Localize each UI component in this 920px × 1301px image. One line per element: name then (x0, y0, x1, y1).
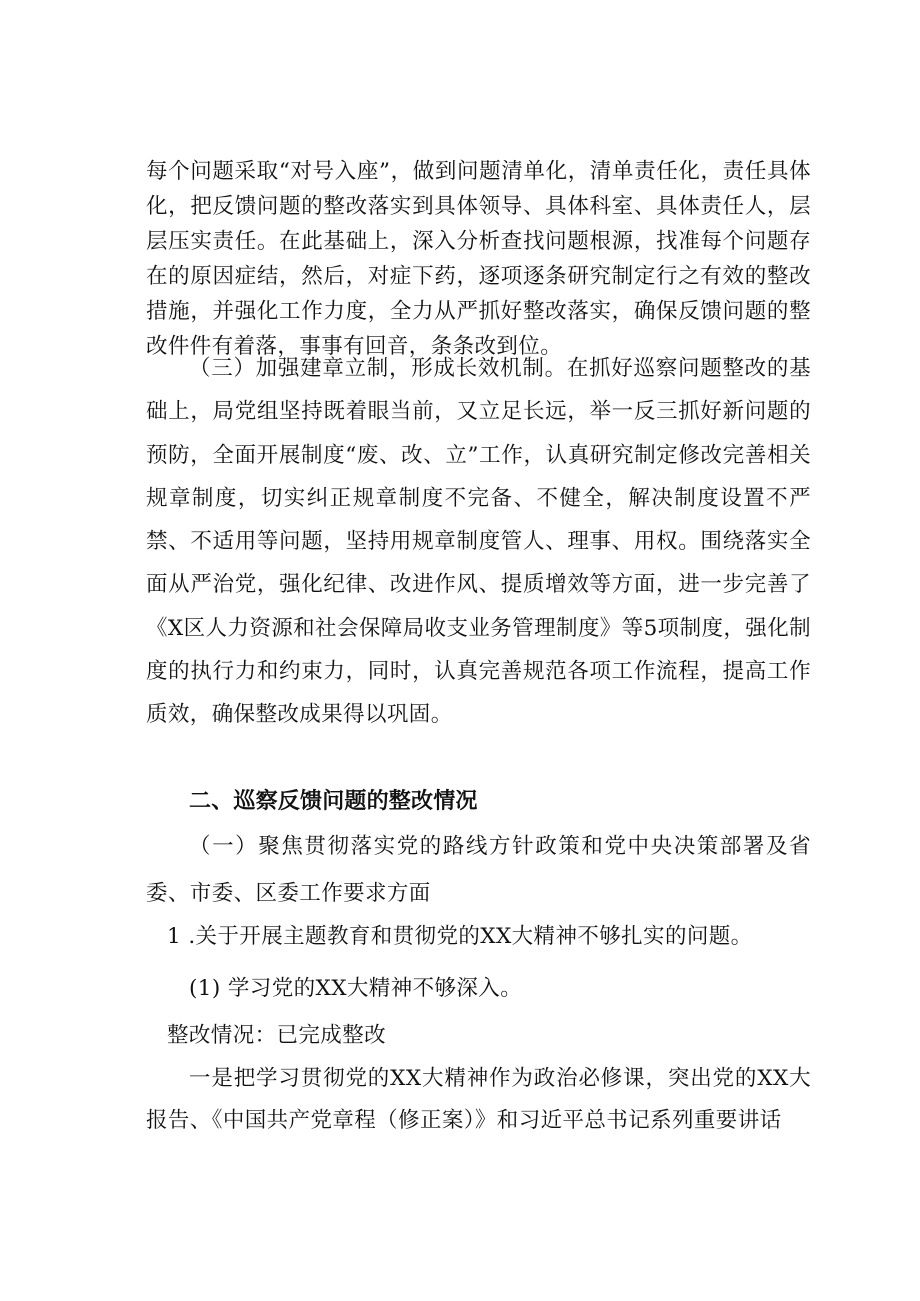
list-item-1: 1 .关于开展主题教育和贯彻党的XX大精神不够扎实的问题。 (167, 924, 753, 949)
section-heading-2: 二、巡察反馈问题的整改情况 (189, 789, 478, 814)
status-label: 整改情况：已完成整改 (167, 1023, 387, 1048)
paragraph-subsection-1: （一）聚焦贯彻落实党的路线方针政策和党中央决策部署及省委、市委、区委工作要求方面 (146, 834, 811, 906)
paragraph-measure-one: 一是把学习贯彻党的XX大精神作为政治必修课，突出党的XX大报告、《中国共产党章程（修正案）》和习近平总书记系列重要讲话 (146, 1066, 811, 1133)
paragraph-long-term-mechanism: （三）加强建章立制，形成长效机制。在抓好巡察问题整改的基础上，局党组坚持既着眼当前，又立足长远，举一反三抓好新问题的预防，全面开展制度“废、改、立”工作，认真研究制定修改完善相关规章制度，切实纠正规章制度不完备、不健全，解决制度设置不严禁、不适用等问题，坚持用规章制度管人、理事、用权。围绕落实全面从严治党，强化纪律、改进作风、提质增效等方面，进一步完善了《X区人力资源和社会保障局收支业务管理制度》等5项制度，强化制度的执行力和约束力，同时，认真完善规范各项工作流程，提高工作质效，确保整改成果得以巩固。 (146, 356, 811, 728)
paragraph-rectification-responsibility: 每个问题采取“对号入座”，做到问题清单化，清单责任化，责任具体化，把反馈问题的整改落实到具体领导、具体科室、具体责任人，层层压实责任。在此基础上，深入分析查找问题根源，找准每个问题存在的原因症结，然后，对症下药，逐项逐条研究制定行之有效的整改措施，并强化工作力度，全力从严抓好整改落实，确保反馈问题的整改件件有着落，事事有回音，条条改到位。 (146, 159, 811, 359)
list-item-1-1: (1) 学习党的XX大精神不够深入。 (189, 976, 523, 1001)
